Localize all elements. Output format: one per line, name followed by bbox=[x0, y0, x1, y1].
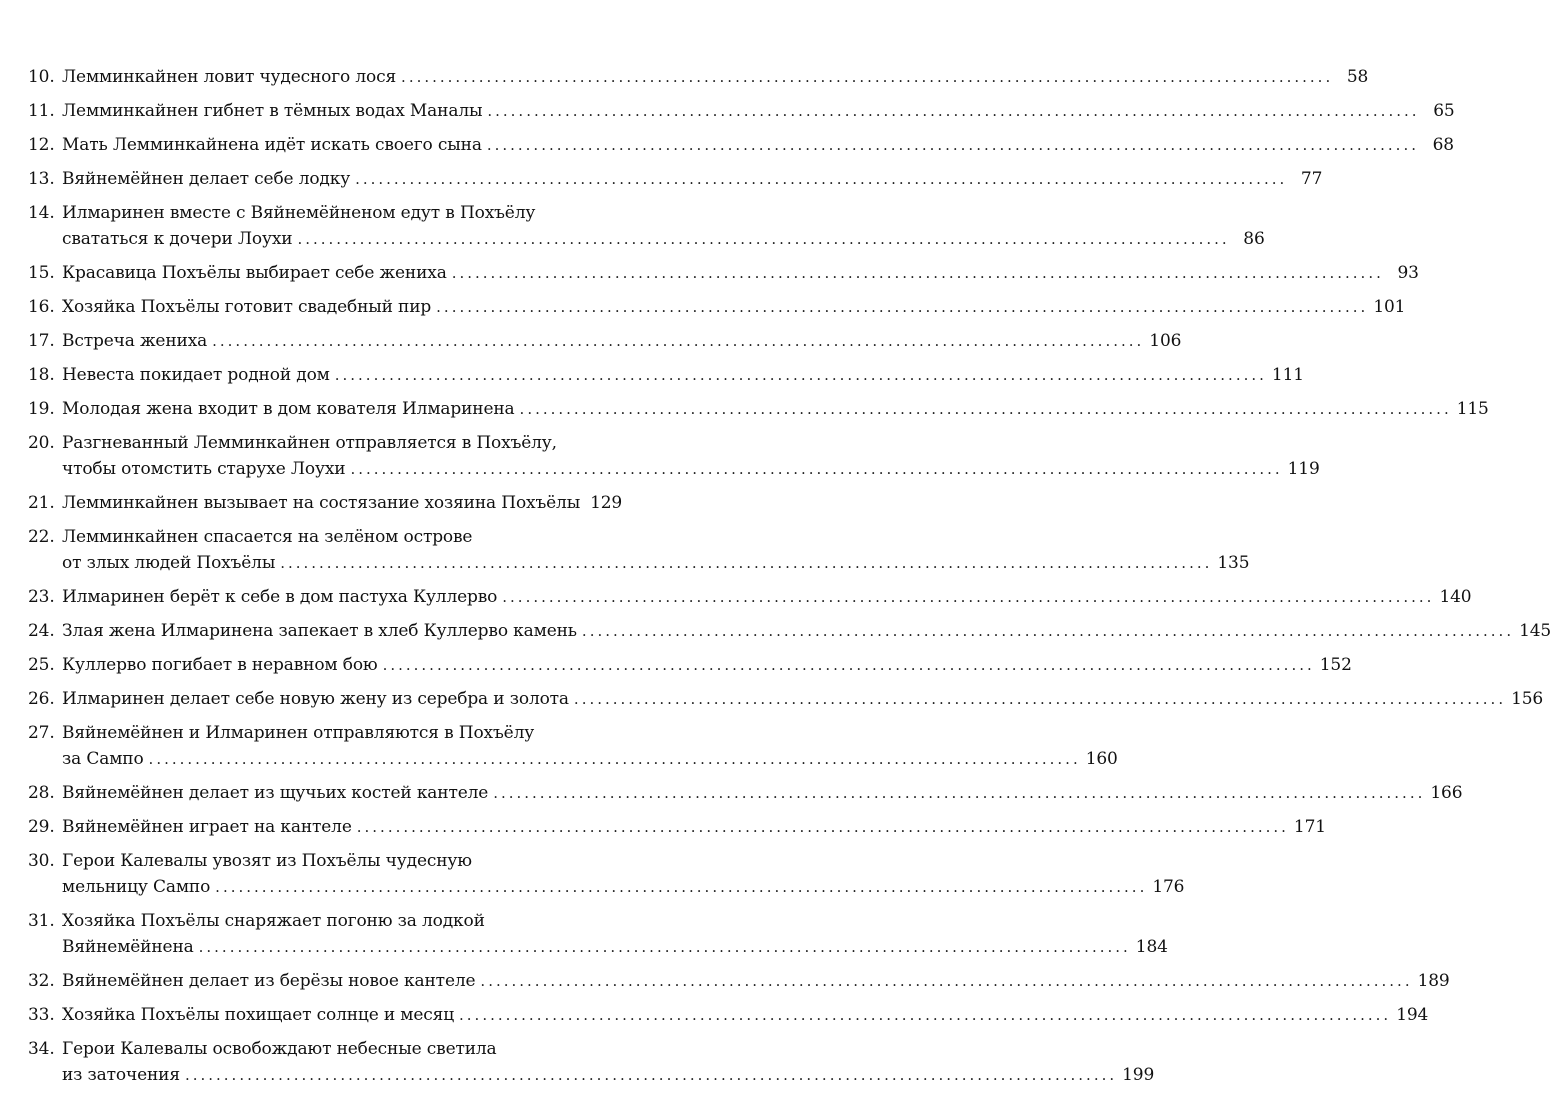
toc-entry bbox=[28, 814, 1326, 840]
entry-body bbox=[62, 686, 1544, 712]
entry-body bbox=[62, 132, 1454, 158]
entry-title-line: свататься к дочери Лоухи bbox=[62, 229, 293, 249]
entry-body bbox=[62, 968, 1450, 994]
entry-body bbox=[62, 1036, 1155, 1088]
entry-body bbox=[62, 1002, 1429, 1028]
entry-last-line bbox=[62, 686, 1544, 712]
page-number: 77 bbox=[1300, 169, 1323, 189]
toc-entry bbox=[28, 1002, 1429, 1028]
toc-entry bbox=[28, 396, 1489, 422]
toc-entry bbox=[28, 132, 1454, 158]
dot-leader: ........................................................................................................................ bbox=[198, 938, 1131, 956]
entry-body bbox=[62, 652, 1352, 678]
entry-number: 28. bbox=[28, 783, 55, 803]
entry-title-line: Герои Калевалы освобождают небесные светила bbox=[62, 1039, 497, 1059]
entry-title-line: Вяйнемёйнен делает из щучьих костей кантеле bbox=[62, 783, 489, 803]
toc-entry bbox=[28, 686, 1544, 712]
entry-title-line: Илмаринен вместе с Вяйнемёйненом едут в Похъёлу bbox=[62, 203, 536, 223]
entry-last-line bbox=[62, 652, 1352, 678]
dot-leader: ........................................................................................................................ bbox=[215, 878, 1148, 896]
page-number: 101 bbox=[1373, 297, 1406, 317]
entry-body bbox=[62, 524, 1250, 576]
toc-entry bbox=[28, 524, 1250, 576]
entry-title-line: Невеста покидает родной дом bbox=[62, 365, 330, 385]
entry-title-line: Лемминкайнен вызывает на состязание хозяина Похъёлы bbox=[62, 493, 581, 513]
entry-title-line: Вяйнемёйнен играет на кантеле bbox=[62, 817, 352, 837]
entry-number: 20. bbox=[28, 433, 55, 453]
toc-entry bbox=[28, 618, 1551, 644]
toc-entry bbox=[28, 328, 1182, 354]
toc-entry bbox=[28, 1036, 1155, 1088]
page-number: 140 bbox=[1439, 587, 1472, 607]
toc-entry bbox=[28, 652, 1352, 678]
entry-number: 32. bbox=[28, 971, 55, 991]
dot-leader: ........................................................................................................................ bbox=[297, 230, 1230, 248]
toc-entry bbox=[28, 260, 1419, 286]
page-number: 119 bbox=[1287, 459, 1320, 479]
page-number: 189 bbox=[1417, 971, 1450, 991]
entry-title-line: Красавица Похъёлы выбирает себе жениха bbox=[62, 263, 447, 283]
entry-number: 17. bbox=[28, 331, 55, 351]
page-number: 115 bbox=[1456, 399, 1489, 419]
entry-number: 16. bbox=[28, 297, 55, 317]
dot-leader: ........................................................................................................................ bbox=[493, 784, 1426, 802]
dot-leader: ........................................................................................................................ bbox=[356, 818, 1289, 836]
dot-leader: ........................................................................................................................ bbox=[436, 298, 1369, 316]
page-number: 135 bbox=[1217, 553, 1250, 573]
entry-number: 22. bbox=[28, 527, 55, 547]
toc-entry bbox=[28, 64, 1369, 90]
entry-last-line bbox=[62, 362, 1304, 388]
page-number: 68 bbox=[1432, 135, 1454, 155]
toc-entry bbox=[28, 98, 1455, 124]
toc-entry bbox=[28, 294, 1406, 320]
entry-last-line bbox=[62, 780, 1463, 806]
dot-leader: ........................................................................................................................ bbox=[486, 136, 1419, 154]
entry-last-line bbox=[62, 584, 1472, 610]
entry-title-line: Лемминкайнен гибнет в тёмных водах Маналы bbox=[62, 101, 483, 121]
dot-leader: ........................................................................................................................ bbox=[581, 622, 1515, 640]
toc-entry bbox=[28, 968, 1450, 994]
entry-last-line bbox=[62, 1062, 1155, 1088]
page-number: 160 bbox=[1085, 749, 1118, 769]
entry-title-line: Злая жена Илмаринена запекает в хлеб Куллерво камень bbox=[62, 621, 577, 641]
entry-last-line bbox=[62, 328, 1182, 354]
entry-title-line: Хозяйка Похъёлы готовит свадебный пир bbox=[62, 297, 432, 317]
entry-title-line: Илмаринен делает себе новую жену из серебра и золота bbox=[62, 689, 569, 709]
dot-leader: ........................................................................................................................ bbox=[382, 656, 1315, 674]
entry-title-line: Лемминкайнен ловит чудесного лося bbox=[62, 67, 397, 87]
page-number: 171 bbox=[1293, 817, 1326, 837]
entry-title-line: Хозяйка Похъёлы похищает солнце и месяц bbox=[62, 1005, 455, 1025]
entry-last-line bbox=[62, 456, 1320, 482]
entry-title-line: Разгневанный Лемминкайнен отправляется в Похъёлу, bbox=[62, 433, 557, 453]
entry-title-line: Вяйнемёйнен и Илмаринен отправляются в Похъёлу bbox=[62, 723, 535, 743]
entry-title-line: Вяйнемёйнена bbox=[62, 937, 194, 957]
entry-title-line: Куллерво погибает в неравном бою bbox=[62, 655, 378, 675]
entry-last-line bbox=[62, 396, 1489, 422]
dot-leader: ........................................................................................................................ bbox=[451, 264, 1384, 282]
entry-number: 23. bbox=[28, 587, 55, 607]
page-number: 199 bbox=[1122, 1065, 1155, 1085]
entry-body bbox=[62, 490, 622, 516]
page-number: 86 bbox=[1243, 229, 1265, 249]
entry-last-line bbox=[62, 814, 1326, 840]
dot-leader: ........................................................................................................................ bbox=[184, 1066, 1118, 1084]
entry-number: 30. bbox=[28, 851, 55, 871]
entry-number: 10. bbox=[28, 67, 55, 87]
toc-entry bbox=[28, 908, 1168, 960]
entry-title-line: за Сампо bbox=[62, 749, 144, 769]
page-number: 106 bbox=[1149, 331, 1182, 351]
toc-entry bbox=[28, 362, 1304, 388]
entry-title-line: Встреча жениха bbox=[62, 331, 208, 351]
toc-entry bbox=[28, 720, 1118, 772]
entry-number: 29. bbox=[28, 817, 55, 837]
entry-number: 12. bbox=[28, 135, 55, 155]
dot-leader: ........................................................................................................................ bbox=[459, 1006, 1392, 1024]
entry-body bbox=[62, 396, 1489, 422]
page-number: 152 bbox=[1319, 655, 1352, 675]
dot-leader: ........................................................................................................................ bbox=[350, 460, 1283, 478]
dot-leader: ........................................................................................................................ bbox=[480, 972, 1413, 990]
toc-entry bbox=[28, 490, 622, 516]
entry-number: 26. bbox=[28, 689, 55, 709]
entry-title-line: Лемминкайнен спасается на зелёном острове bbox=[62, 527, 473, 547]
entry-body bbox=[62, 618, 1551, 644]
entry-title-line: от злых людей Похъёлы bbox=[62, 553, 276, 573]
entry-last-line bbox=[62, 98, 1455, 124]
dot-leader: ........................................................................................................................ bbox=[148, 750, 1081, 768]
entry-last-line bbox=[62, 1002, 1429, 1028]
entry-last-line bbox=[62, 260, 1419, 286]
entry-body bbox=[62, 166, 1323, 192]
entry-body bbox=[62, 584, 1472, 610]
toc-entry bbox=[28, 584, 1472, 610]
entry-number: 19. bbox=[28, 399, 55, 419]
entry-title-line: Молодая жена входит в дом кователя Илмаринена bbox=[62, 399, 515, 419]
toc-entry bbox=[28, 848, 1185, 900]
page-number: 176 bbox=[1152, 877, 1185, 897]
toc-entry bbox=[28, 780, 1463, 806]
entry-number: 21. bbox=[28, 493, 55, 513]
entry-last-line bbox=[62, 64, 1369, 90]
entry-number: 33. bbox=[28, 1005, 55, 1025]
page-number: 184 bbox=[1135, 937, 1168, 957]
entry-title-line: Хозяйка Похъёлы снаряжает погоню за лодкой bbox=[62, 911, 485, 931]
dot-leader: ........................................................................................................................ bbox=[502, 588, 1435, 606]
page-number: 58 bbox=[1346, 67, 1369, 87]
page-number: 194 bbox=[1396, 1005, 1429, 1025]
entry-last-line bbox=[62, 968, 1450, 994]
entry-last-line bbox=[62, 934, 1168, 960]
entry-number: 18. bbox=[28, 365, 55, 385]
entry-number: 13. bbox=[28, 169, 55, 189]
entry-body bbox=[62, 814, 1326, 840]
entry-body bbox=[62, 362, 1304, 388]
entry-title-line: мельницу Сампо bbox=[62, 877, 211, 897]
entry-last-line bbox=[62, 874, 1185, 900]
entry-last-line bbox=[62, 490, 622, 516]
entry-body bbox=[62, 260, 1419, 286]
dot-leader: ........................................................................................................................ bbox=[519, 400, 1452, 418]
dot-leader: ........................................................................................................................ bbox=[401, 68, 1334, 86]
page-number: 93 bbox=[1397, 263, 1419, 283]
entry-title-line: Герои Калевалы увозят из Похъёлы чудесную bbox=[62, 851, 472, 871]
entry-body bbox=[62, 64, 1369, 90]
entry-number: 31. bbox=[28, 911, 55, 931]
entry-body bbox=[62, 200, 1265, 252]
entry-body bbox=[62, 848, 1185, 900]
entry-title-line: из заточения bbox=[62, 1065, 180, 1085]
entry-title-line: Илмаринен берёт к себе в дом пастуха Куллерво bbox=[62, 587, 498, 607]
dot-leader: ........................................................................................................................ bbox=[355, 170, 1288, 188]
entry-number: 34. bbox=[28, 1039, 55, 1059]
page-number: 65 bbox=[1433, 101, 1455, 121]
dot-leader: ........................................................................................................................ bbox=[573, 690, 1507, 708]
entry-last-line bbox=[62, 746, 1118, 772]
entry-last-line bbox=[62, 166, 1323, 192]
dot-leader: ........................................................................................................................ bbox=[487, 102, 1420, 120]
toc-entry bbox=[28, 166, 1323, 192]
entry-last-line bbox=[62, 294, 1406, 320]
entry-body bbox=[62, 430, 1320, 482]
entry-number: 11. bbox=[28, 101, 55, 121]
entry-body bbox=[62, 98, 1455, 124]
toc-entry bbox=[28, 200, 1265, 252]
page-number: 166 bbox=[1430, 783, 1463, 803]
page-number: 111 bbox=[1271, 365, 1304, 385]
entry-body bbox=[62, 908, 1168, 960]
entry-number: 14. bbox=[28, 203, 55, 223]
entry-title-line: чтобы отомстить старухе Лоухи bbox=[62, 459, 346, 479]
toc-entry bbox=[28, 430, 1320, 482]
dot-leader: ........................................................................................................................ bbox=[280, 554, 1213, 572]
dot-leader: ........................................................................................................................ bbox=[334, 366, 1267, 384]
page-number: 129 bbox=[590, 493, 623, 513]
entry-number: 25. bbox=[28, 655, 55, 675]
entry-last-line bbox=[62, 550, 1250, 576]
entry-title-line: Вяйнемёйнен делает себе лодку bbox=[62, 169, 351, 189]
entry-body bbox=[62, 780, 1463, 806]
page-number: 145 bbox=[1519, 621, 1551, 641]
entry-last-line bbox=[62, 618, 1551, 644]
entry-number: 15. bbox=[28, 263, 55, 283]
entry-body bbox=[62, 294, 1406, 320]
entry-number: 24. bbox=[28, 621, 55, 641]
entry-last-line bbox=[62, 132, 1454, 158]
table-of-contents bbox=[28, 64, 1551, 1096]
entry-last-line bbox=[62, 226, 1265, 252]
entry-number: 27. bbox=[28, 723, 55, 743]
entry-body bbox=[62, 720, 1118, 772]
dot-leader: ........................................................................................................................ bbox=[212, 332, 1145, 350]
page-number: 156 bbox=[1511, 689, 1544, 709]
entry-body bbox=[62, 328, 1182, 354]
entry-title-line: Мать Лемминкайнена идёт искать своего сына bbox=[62, 135, 482, 155]
entry-title-line: Вяйнемёйнен делает из берёзы новое кантеле bbox=[62, 971, 476, 991]
